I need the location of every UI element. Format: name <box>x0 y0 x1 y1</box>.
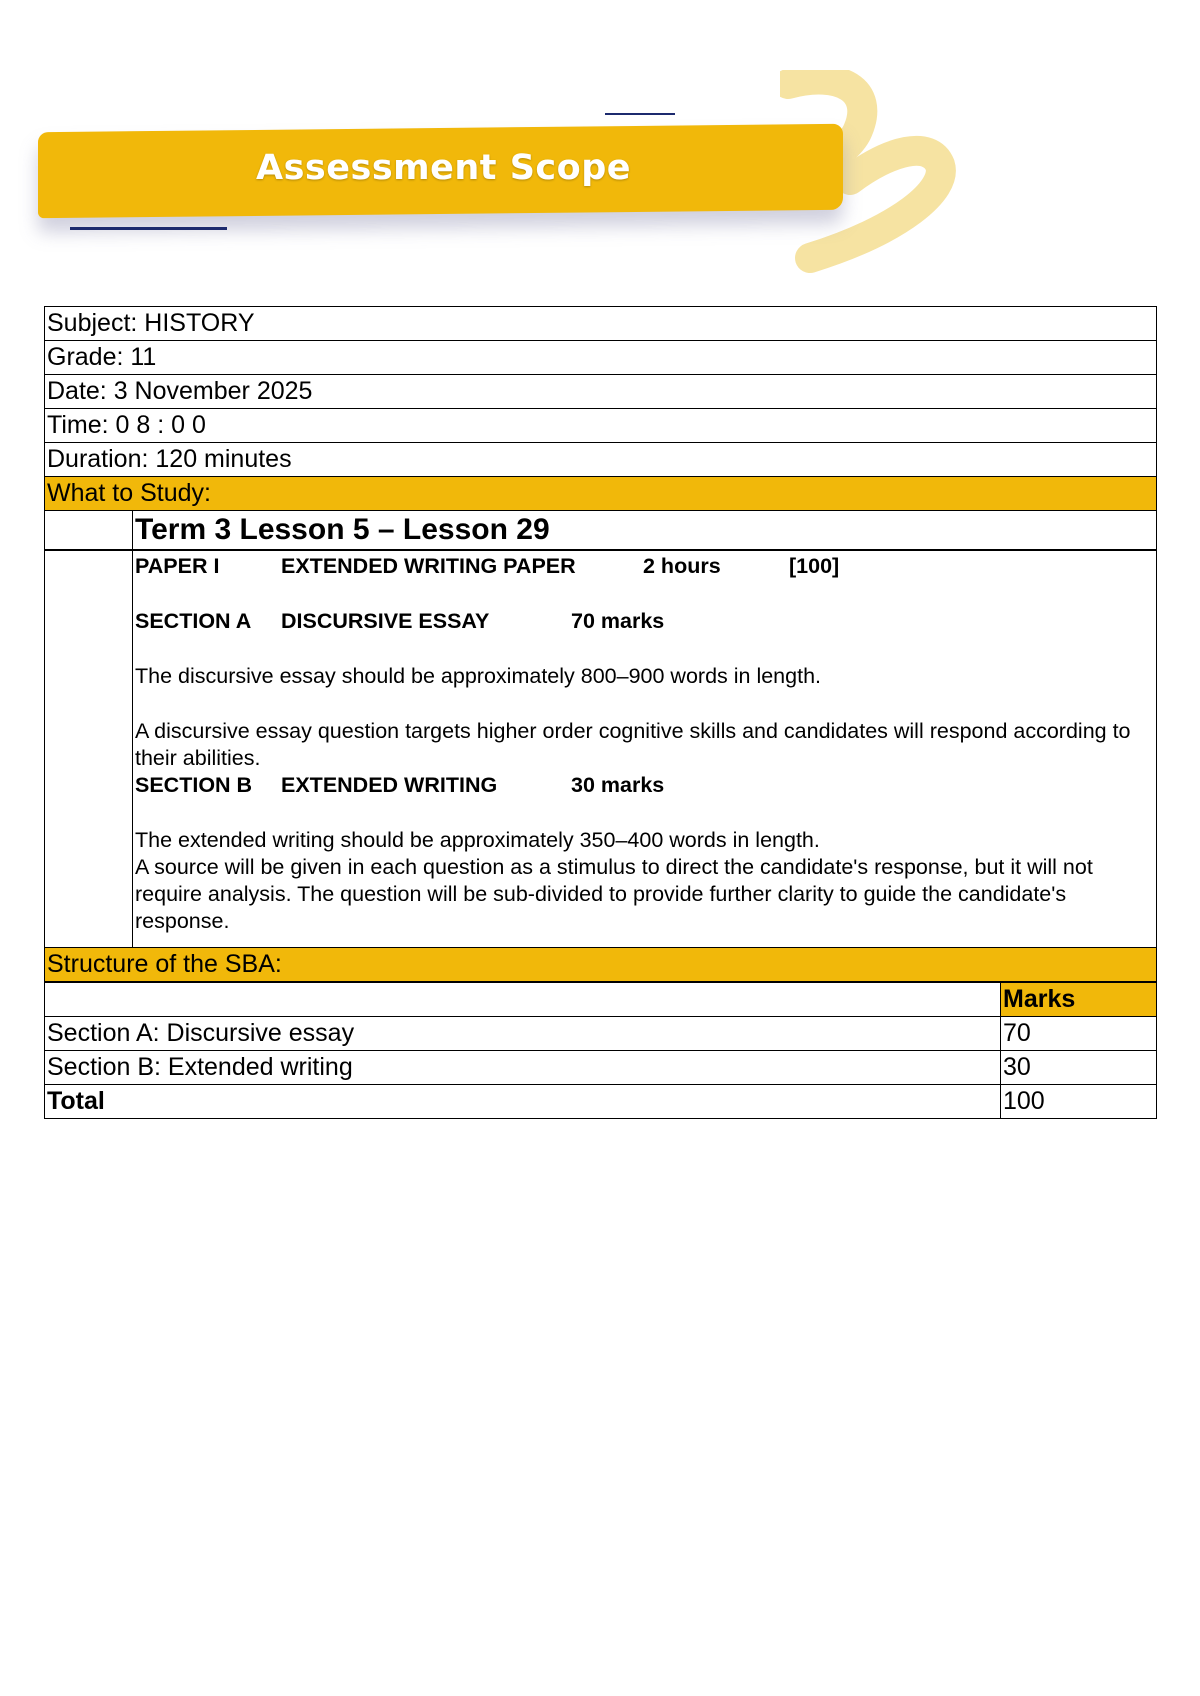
paper-marks: [100] <box>789 554 840 578</box>
what-to-study-heading: What to Study: <box>45 477 1157 511</box>
sba-heading: Structure of the SBA: <box>45 948 1157 983</box>
sba-header-blank <box>45 982 1001 1017</box>
paper-time: 2 hours <box>643 554 721 578</box>
sba-row-marks: 30 <box>1001 1051 1157 1085</box>
grade-cell: Grade: 11 <box>45 341 1157 375</box>
sba-row-label: Section A: Discursive essay <box>45 1017 1001 1051</box>
section-b-title: EXTENDED WRITING <box>281 773 498 797</box>
section-b-line <box>135 772 1150 799</box>
details-table <box>44 306 1157 1119</box>
paper-title: EXTENDED WRITING PAPER <box>281 554 576 578</box>
section-b-marks: 30 marks <box>571 773 665 797</box>
marks-header: Marks <box>1001 982 1157 1017</box>
section-b-paragraph: The extended writing should be approximately 350–400 words in length. <box>135 828 820 852</box>
banner-accent-line <box>605 113 675 115</box>
date-cell: Date: 3 November 2025 <box>45 375 1157 409</box>
total-label: Total <box>45 1085 1001 1119</box>
spacer-cell <box>45 511 133 551</box>
duration-cell: Duration: 120 minutes <box>45 443 1157 477</box>
section-b-name: SECTION B <box>135 773 253 797</box>
time-cell: Time: 0 8 : 0 0 <box>45 409 1157 443</box>
study-content <box>133 550 1157 948</box>
section-a-title: DISCURSIVE ESSAY <box>281 609 490 633</box>
section-a-line <box>135 608 1150 635</box>
paper-line <box>135 553 1150 580</box>
assessment-scope-document <box>44 306 1156 1119</box>
paper-name: PAPER I <box>135 554 220 578</box>
section-a-marks: 70 marks <box>571 609 665 633</box>
sba-row-label: Section B: Extended writing <box>45 1051 1001 1085</box>
banner-accent-line <box>70 227 227 230</box>
banner <box>0 0 1200 290</box>
section-b-paragraph: A source will be given in each question as a stimulus to direct the candidate's response, but it will not require analysis. The question will be sub-divided to provide further clarity to guide the candidate's response. <box>135 855 1093 933</box>
spacer-cell <box>45 550 133 948</box>
lesson-range: Term 3 Lesson 5 – Lesson 29 <box>133 511 1157 551</box>
sba-row-marks: 70 <box>1001 1017 1157 1051</box>
section-a-name: SECTION A <box>135 609 252 633</box>
section-a-paragraph: A discursive essay question targets higher order cognitive skills and candidates will respond according to their abilities. <box>135 719 1131 770</box>
subject-cell: Subject: HISTORY <box>45 307 1157 341</box>
total-marks: 100 <box>1001 1085 1157 1119</box>
section-a-paragraph: The discursive essay should be approximately 800–900 words in length. <box>135 664 822 688</box>
banner-title: Assessment Scope <box>256 148 631 188</box>
